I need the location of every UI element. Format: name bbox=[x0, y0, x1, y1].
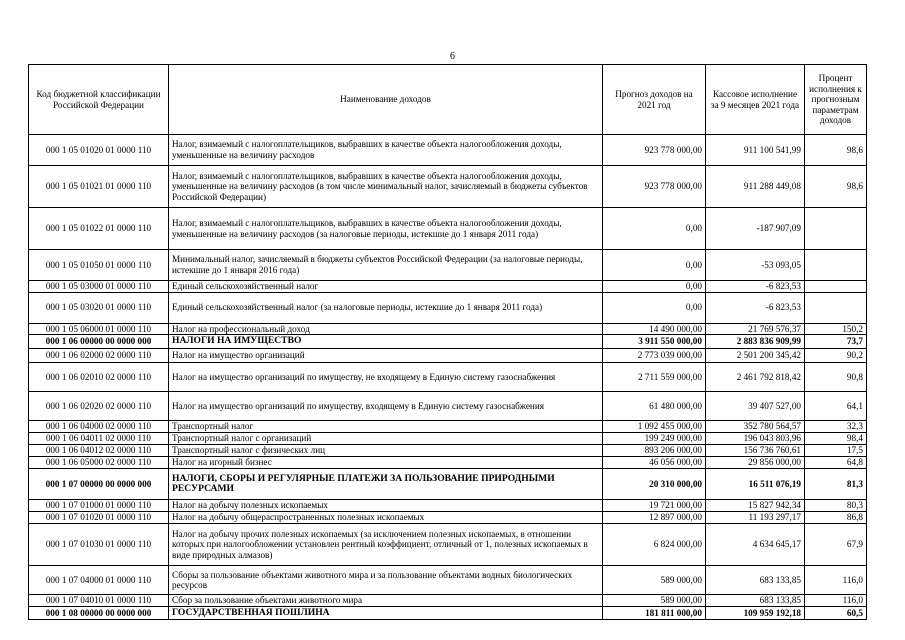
row-forecast: 1 092 455 000,00 bbox=[603, 421, 706, 433]
table-body bbox=[29, 135, 867, 620]
row-executed: 911 288 449,08 bbox=[706, 166, 805, 208]
row-code: 000 1 05 03000 01 0000 110 bbox=[29, 281, 169, 293]
table-row bbox=[29, 135, 867, 166]
table-row bbox=[29, 166, 867, 208]
row-percent: 17,5 bbox=[805, 445, 867, 457]
row-percent: 32,3 bbox=[805, 421, 867, 433]
row-code: 000 1 06 02020 02 0000 110 bbox=[29, 392, 169, 421]
header-percent: Процент исполнения к прогнозным параметрам доходов bbox=[805, 65, 867, 135]
row-executed: 15 827 942,34 bbox=[706, 500, 805, 512]
row-executed: -187 907,09 bbox=[706, 208, 805, 250]
row-executed: 156 736 760,61 bbox=[706, 445, 805, 457]
row-forecast: 20 310 000,00 bbox=[603, 469, 706, 500]
row-percent: 90,2 bbox=[805, 349, 867, 363]
row-code: 000 1 07 01030 01 0000 110 bbox=[29, 524, 169, 566]
row-name: Налог на имущество организаций по имуществу, не входящему в Единую систему газоснабжения bbox=[169, 363, 603, 392]
row-executed: -53 093,05 bbox=[706, 250, 805, 281]
row-name: Налог на добычу прочих полезных ископаемых (за исключением полезных ископаемых, в отношении которых при налогообложении установлен рентный коэффициент, отличный от 1, полезных ископаемых в виде природных алмазов) bbox=[169, 524, 603, 566]
table-header-row bbox=[29, 65, 867, 135]
row-executed: 196 043 803,96 bbox=[706, 433, 805, 445]
table-row bbox=[29, 524, 867, 566]
row-executed: 911 100 541,99 bbox=[706, 135, 805, 166]
row-name: Налог на имущество организаций по имуществу, входящему в Единую систему газоснабжения bbox=[169, 392, 603, 421]
table-row bbox=[29, 595, 867, 607]
row-executed: 683 133,85 bbox=[706, 595, 805, 607]
row-name: НАЛОГИ, СБОРЫ И РЕГУЛЯРНЫЕ ПЛАТЕЖИ ЗА ПОЛЬЗОВАНИЕ ПРИРОДНЫМИ РЕСУРСАМИ bbox=[169, 469, 603, 500]
row-executed: 352 780 564,57 bbox=[706, 421, 805, 433]
row-name: Транспортный налог с организаций bbox=[169, 433, 603, 445]
row-forecast: 0,00 bbox=[603, 292, 706, 323]
table-row bbox=[29, 457, 867, 469]
table-row bbox=[29, 281, 867, 293]
row-name: Налог, взимаемый с налогоплательщиков, выбравших в качестве объекта налогообложения доходы, уменьшенные на величину расходов bbox=[169, 135, 603, 166]
row-percent bbox=[805, 208, 867, 250]
row-code: 000 1 07 00000 00 0000 000 bbox=[29, 469, 169, 500]
row-forecast: 893 206 000,00 bbox=[603, 445, 706, 457]
row-forecast: 12 897 000,00 bbox=[603, 512, 706, 524]
row-name: Единый сельскохозяйственный налог bbox=[169, 281, 603, 293]
table-row bbox=[29, 433, 867, 445]
table-row bbox=[29, 607, 867, 620]
row-forecast: 46 056 000,00 bbox=[603, 457, 706, 469]
header-executed: Кассовое исполнение за 9 месяцев 2021 года bbox=[706, 65, 805, 135]
table-row bbox=[29, 392, 867, 421]
row-code: 000 1 06 04011 02 0000 110 bbox=[29, 433, 169, 445]
row-code: 000 1 06 00000 00 0000 000 bbox=[29, 335, 169, 349]
row-forecast: 199 249 000,00 bbox=[603, 433, 706, 445]
row-forecast: 0,00 bbox=[603, 250, 706, 281]
row-percent: 98,6 bbox=[805, 135, 867, 166]
row-code: 000 1 05 01050 01 0000 110 bbox=[29, 250, 169, 281]
row-name: Налог, взимаемый с налогоплательщиков, выбравших в качестве объекта налогообложения доходы, уменьшенные на величину расходов (в том числе минимальный налог, зачисляемый в бюджеты субъектов Российской Федерации) bbox=[169, 166, 603, 208]
row-code: 000 1 05 01020 01 0000 110 bbox=[29, 135, 169, 166]
row-forecast: 0,00 bbox=[603, 281, 706, 293]
row-forecast: 589 000,00 bbox=[603, 566, 706, 595]
row-executed: 683 133,85 bbox=[706, 566, 805, 595]
row-percent: 150,2 bbox=[805, 323, 867, 335]
table-row bbox=[29, 323, 867, 335]
row-code: 000 1 07 04000 01 0000 110 bbox=[29, 566, 169, 595]
row-executed: 109 959 192,18 bbox=[706, 607, 805, 620]
row-executed: 4 634 645,17 bbox=[706, 524, 805, 566]
row-percent: 86,8 bbox=[805, 512, 867, 524]
row-percent: 64,1 bbox=[805, 392, 867, 421]
row-executed: -6 823,53 bbox=[706, 292, 805, 323]
row-executed: 2 883 836 909,99 bbox=[706, 335, 805, 349]
row-code: 000 1 06 02000 02 0000 110 bbox=[29, 349, 169, 363]
row-percent: 98,4 bbox=[805, 433, 867, 445]
row-percent: 73,7 bbox=[805, 335, 867, 349]
row-code: 000 1 08 00000 00 0000 000 bbox=[29, 607, 169, 620]
row-percent: 98,6 bbox=[805, 166, 867, 208]
page-number: 6 bbox=[450, 51, 455, 62]
row-percent bbox=[805, 281, 867, 293]
row-name: Налог на имущество организаций bbox=[169, 349, 603, 363]
row-code: 000 1 05 06000 01 0000 110 bbox=[29, 323, 169, 335]
row-executed: 2 501 200 345,42 bbox=[706, 349, 805, 363]
row-code: 000 1 06 04012 02 0000 110 bbox=[29, 445, 169, 457]
row-forecast: 3 911 550 000,00 bbox=[603, 335, 706, 349]
row-forecast: 14 490 000,00 bbox=[603, 323, 706, 335]
row-percent: 67,9 bbox=[805, 524, 867, 566]
row-code: 000 1 07 01020 01 0000 110 bbox=[29, 512, 169, 524]
row-name: Налог на профессиональный доход bbox=[169, 323, 603, 335]
row-percent: 116,0 bbox=[805, 566, 867, 595]
table-row bbox=[29, 349, 867, 363]
revenue-table bbox=[28, 64, 867, 620]
row-forecast: 2 711 559 000,00 bbox=[603, 363, 706, 392]
row-code: 000 1 05 01022 01 0000 110 bbox=[29, 208, 169, 250]
table-row bbox=[29, 208, 867, 250]
row-forecast: 6 824 000,00 bbox=[603, 524, 706, 566]
header-forecast: Прогноз доходов на 2021 год bbox=[603, 65, 706, 135]
row-name: Минимальный налог, зачисляемый в бюджеты субъектов Российской Федерации (за налоговые периоды, истекшие до 1 января 2016 года) bbox=[169, 250, 603, 281]
row-executed: -6 823,53 bbox=[706, 281, 805, 293]
row-percent: 64,8 bbox=[805, 457, 867, 469]
row-name: Единый сельскохозяйственный налог (за налоговые периоды, истекшие до 1 января 2011 года) bbox=[169, 292, 603, 323]
header-code: Код бюджетной классификации Российской Федерации bbox=[29, 65, 169, 135]
row-code: 000 1 06 05000 02 0000 110 bbox=[29, 457, 169, 469]
row-percent: 90,8 bbox=[805, 363, 867, 392]
row-percent: 60,5 bbox=[805, 607, 867, 620]
table-row bbox=[29, 566, 867, 595]
row-name: Налог на игорный бизнес bbox=[169, 457, 603, 469]
row-percent bbox=[805, 292, 867, 323]
row-executed: 21 769 576,37 bbox=[706, 323, 805, 335]
table-row bbox=[29, 469, 867, 500]
row-code: 000 1 07 01000 01 0000 110 bbox=[29, 500, 169, 512]
table-row bbox=[29, 292, 867, 323]
row-name: Транспортный налог bbox=[169, 421, 603, 433]
table-row bbox=[29, 512, 867, 524]
row-percent: 81,3 bbox=[805, 469, 867, 500]
row-percent: 116,0 bbox=[805, 595, 867, 607]
row-forecast: 923 778 000,00 bbox=[603, 135, 706, 166]
table-row bbox=[29, 250, 867, 281]
row-percent bbox=[805, 250, 867, 281]
row-code: 000 1 06 02010 02 0000 110 bbox=[29, 363, 169, 392]
row-name: Сборы за пользование объектами животного мира и за пользование объектами водных биологических ресурсов bbox=[169, 566, 603, 595]
row-percent: 80,3 bbox=[805, 500, 867, 512]
row-executed: 39 407 527,00 bbox=[706, 392, 805, 421]
row-executed: 11 193 297,17 bbox=[706, 512, 805, 524]
row-code: 000 1 06 04000 02 0000 110 bbox=[29, 421, 169, 433]
row-code: 000 1 05 03020 01 0000 110 bbox=[29, 292, 169, 323]
table-row bbox=[29, 363, 867, 392]
row-forecast: 181 811 000,00 bbox=[603, 607, 706, 620]
row-forecast: 19 721 000,00 bbox=[603, 500, 706, 512]
row-forecast: 923 778 000,00 bbox=[603, 166, 706, 208]
row-name: Транспортный налог с физических лиц bbox=[169, 445, 603, 457]
row-executed: 16 511 076,19 bbox=[706, 469, 805, 500]
row-executed: 29 856 000,00 bbox=[706, 457, 805, 469]
table-row bbox=[29, 500, 867, 512]
row-name: ГОСУДАРСТВЕННАЯ ПОШЛИНА bbox=[169, 607, 603, 620]
row-name: Сбор за пользование объектами животного мира bbox=[169, 595, 603, 607]
row-executed: 2 461 792 818,42 bbox=[706, 363, 805, 392]
header-name: Наименование доходов bbox=[169, 65, 603, 135]
row-forecast: 2 773 039 000,00 bbox=[603, 349, 706, 363]
row-code: 000 1 05 01021 01 0000 110 bbox=[29, 166, 169, 208]
row-code: 000 1 07 04010 01 0000 110 bbox=[29, 595, 169, 607]
row-forecast: 589 000,00 bbox=[603, 595, 706, 607]
row-name: Налог, взимаемый с налогоплательщиков, выбравших в качестве объекта налогообложения доходы, уменьшенные на величину расходов (за налоговые периоды, истекшие до 1 января 2011 года) bbox=[169, 208, 603, 250]
row-forecast: 0,00 bbox=[603, 208, 706, 250]
table-row bbox=[29, 335, 867, 349]
table-row bbox=[29, 445, 867, 457]
row-forecast: 61 480 000,00 bbox=[603, 392, 706, 421]
row-name: Налог на добычу полезных ископаемых bbox=[169, 500, 603, 512]
table-row bbox=[29, 421, 867, 433]
row-name: Налог на добычу общераспространенных полезных ископаемых bbox=[169, 512, 603, 524]
row-name: НАЛОГИ НА ИМУЩЕСТВО bbox=[169, 335, 603, 349]
